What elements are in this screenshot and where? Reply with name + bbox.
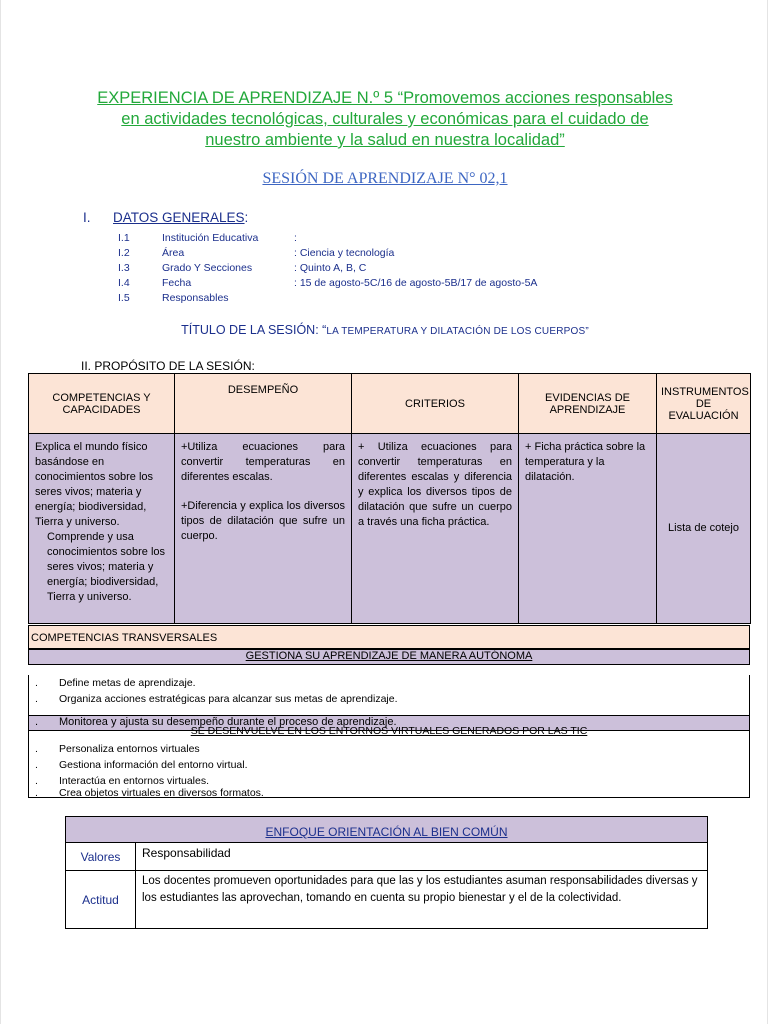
datos-row xyxy=(118,261,537,276)
list-item xyxy=(29,691,749,707)
transversal-group-1-title xyxy=(28,649,750,665)
row-number: I.5 xyxy=(118,292,130,304)
datos-row xyxy=(118,246,537,261)
desempeno-item: +Diferencia y explica los diversos tipos de dilatación que sufre un cuerpo. xyxy=(181,500,345,542)
row-number: I.4 xyxy=(118,277,130,289)
enfoque-table xyxy=(65,816,708,929)
section-label: DATOS GENERALES xyxy=(113,210,245,225)
title-line-3: nuestro ambiente y la salud en nuestra localidad” xyxy=(205,131,565,149)
cell-criterios: + Utiliza ecuaciones para convertir temperaturas en diferentes escalas y diferencia y explica los diversos tipos de dilatación que sufre un cuerpo a través una ficha práctica. xyxy=(352,434,519,624)
header-desempeno: DESEMPEÑO xyxy=(175,374,352,434)
experience-title xyxy=(41,88,729,151)
actitud-label: Actitud xyxy=(66,871,136,929)
row-value: : 15 de agosto-5C/16 de agosto-5B/17 de agosto-5A xyxy=(294,277,538,289)
row-value: : Ciencia y tecnología xyxy=(294,247,395,259)
section-colon: : xyxy=(244,210,249,225)
header-instrumentos: INSTRUMENTOS DE EVALUACIÓN xyxy=(657,374,751,434)
header-competencias: COMPETENCIAS Y CAPACIDADES xyxy=(29,374,175,434)
header-criterios: CRITERIOS xyxy=(352,374,519,434)
datos-generales-list xyxy=(118,231,537,306)
list-item xyxy=(29,741,749,757)
list-item-text: Gestiona información del entorno virtual. xyxy=(59,759,248,771)
row-number: I.2 xyxy=(118,247,130,259)
list-item xyxy=(29,789,749,798)
list-item-text: Define metas de aprendizaje. xyxy=(59,677,196,689)
valores-value: Responsabilidad xyxy=(136,843,708,871)
row-number: I.3 xyxy=(118,262,130,274)
enfoque-title-text: ENFOQUE ORIENTACIÓN AL BIEN COMÚN xyxy=(265,825,508,839)
list-item xyxy=(29,757,749,773)
row-field: Área xyxy=(162,247,185,259)
row-value: : Quinto A, B, C xyxy=(294,262,367,274)
row-field: Responsables xyxy=(162,292,229,304)
cell-evidencias: + Ficha práctica sobre la temperatura y la dilatación. xyxy=(519,434,657,624)
bullet: . xyxy=(35,693,38,705)
bullet: . xyxy=(35,716,39,728)
table-header-row xyxy=(29,374,751,434)
row-value: : xyxy=(294,232,297,244)
bullet: . xyxy=(35,759,38,771)
purpose-table xyxy=(28,373,751,624)
list-item-text: Crea objetos virtuales en diversos formatos. xyxy=(59,787,264,799)
table-row xyxy=(29,434,751,624)
table-row xyxy=(66,871,708,929)
list-item-text: Organiza acciones estratégicas para alcanzar sus metas de aprendizaje. xyxy=(59,693,398,705)
datos-row xyxy=(118,231,537,246)
enfoque-title xyxy=(66,817,708,843)
transversal-competencies-title: COMPETENCIAS TRANSVERSALES xyxy=(28,625,750,649)
section-datos-generales-heading xyxy=(83,210,248,225)
section-number: I. xyxy=(83,210,91,225)
row-field: Institución Educativa xyxy=(162,232,259,244)
cell-instrumentos: Lista de cotejo xyxy=(657,434,751,624)
list-item-text: Interactúa en entornos virtuales. xyxy=(59,775,210,787)
group-title-text: SE DESENVUELVE EN LOS ENTORNOS VIRTUALES GENERADOS POR LAS TIC xyxy=(190,725,588,737)
session-number: SESIÓN DE APRENDIZAJE N° 02,1 xyxy=(262,170,508,187)
session-topic-title xyxy=(1,323,768,337)
title-line-2: en actividades tecnológicas, culturales y económicas para el cuidado de xyxy=(121,110,649,128)
bullet: . xyxy=(35,743,38,755)
desempeno-item: +Utiliza ecuaciones para convertir temperaturas en diferentes escalas. xyxy=(181,441,345,483)
row-number: I.1 xyxy=(118,232,130,244)
session-title xyxy=(1,170,768,188)
list-item-text: Monitorea y ajusta su desempeño durante el proceso de aprendizaje. xyxy=(59,716,397,728)
competencia-text: Explica el mundo físico basándose en conocimientos sobre los seres vivos; materia y energía; biodiversidad, Tierra y universo. xyxy=(35,441,154,528)
group-title-text: GESTIONA SU APRENDIZAJE DE MANERA AUTÓNOMA xyxy=(245,650,533,662)
cell-desempeno xyxy=(175,434,352,624)
section-proposito-heading: II. PROPÓSITO DE LA SESIÓN: xyxy=(81,359,255,373)
cell-competencias xyxy=(29,434,175,624)
session-topic-prefix: TÍTULO DE LA SESIÓN: “ xyxy=(181,323,327,337)
row-field: Grado Y Secciones xyxy=(162,262,253,274)
list-item xyxy=(29,675,749,691)
bullet: . xyxy=(35,775,38,787)
transversal-group-2-list xyxy=(28,741,750,798)
datos-row xyxy=(118,276,537,291)
capacidad-text: Comprende y usa conocimientos sobre los seres vivos; materia y energía; biodiversidad, Tierra y universo. xyxy=(47,531,166,603)
row-field: Fecha xyxy=(162,277,192,289)
list-item-text: Personaliza entornos virtuales xyxy=(59,743,200,755)
bullet: . xyxy=(35,787,38,799)
transversal-group-1-list xyxy=(28,675,750,715)
valores-label: Valores xyxy=(66,843,136,871)
enfoque-header-row xyxy=(66,817,708,843)
bullet: . xyxy=(35,677,38,689)
datos-row xyxy=(118,291,537,306)
session-topic-text: LA TEMPERATURA Y DILATACIÓN DE LOS CUERPOS” xyxy=(326,326,589,337)
title-line-1: EXPERIENCIA DE APRENDIZAJE N.º 5 “Promovemos acciones responsables xyxy=(97,89,673,107)
header-evidencias: EVIDENCIAS DE APRENDIZAJE xyxy=(519,374,657,434)
table-row xyxy=(66,843,708,871)
actitud-value: Los docentes promueven oportunidades para que las y los estudiantes asuman responsabilidades diversas y los estudiantes las aprovechan, tomando en cuenta su propio bienestar y el de la colectividad. xyxy=(136,871,708,929)
